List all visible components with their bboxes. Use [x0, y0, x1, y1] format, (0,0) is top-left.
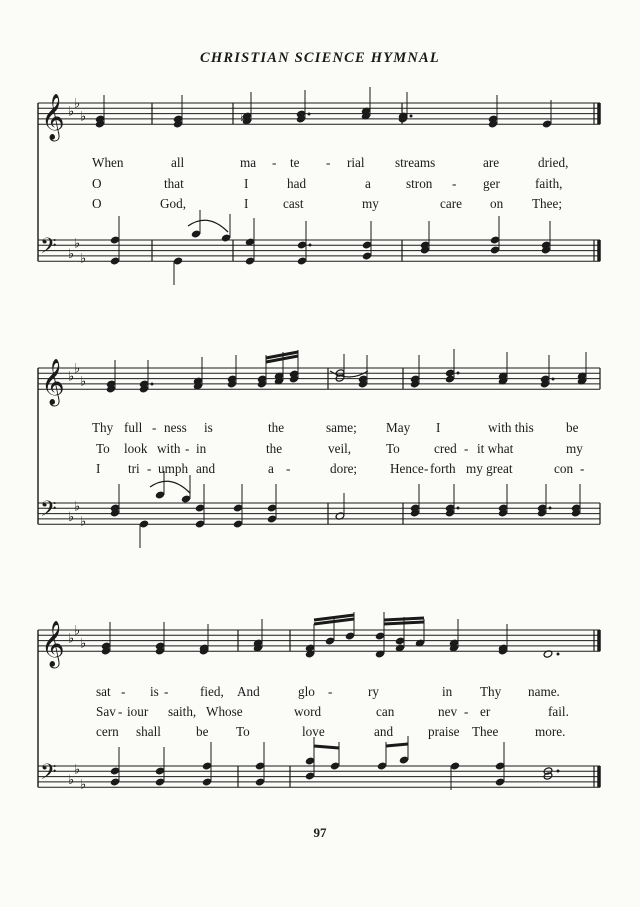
syllable: God,: [160, 196, 187, 211]
syllable: con: [554, 461, 574, 476]
syllable: I: [96, 461, 101, 476]
syllable: Whose: [206, 704, 243, 719]
syllable: cern: [96, 724, 119, 739]
syllable: the: [266, 441, 283, 456]
flat-sign: ♭: [80, 109, 87, 125]
notehead: [110, 257, 120, 265]
bass-clef: 𝄢: [40, 759, 57, 790]
syllable: O: [92, 196, 102, 211]
syllable: And: [237, 684, 260, 699]
syllable: is: [204, 420, 213, 435]
notehead: [542, 120, 552, 128]
notehead: [445, 375, 455, 383]
dot: [308, 113, 311, 116]
notehead: [362, 252, 372, 260]
notehead: [297, 241, 307, 249]
syllable: Thy: [480, 684, 502, 699]
notehead: [362, 241, 372, 249]
syllable: To: [236, 724, 250, 739]
syllable: look: [124, 441, 148, 456]
syllable: Thee: [472, 724, 499, 739]
flat-sign: ♭: [74, 361, 81, 377]
bass-clef: 𝄢: [40, 233, 57, 264]
notehead: [305, 757, 315, 765]
notehead: [255, 762, 265, 770]
syllable: that: [164, 176, 184, 191]
syllable: To: [96, 441, 110, 456]
notehead: [155, 491, 165, 499]
natural-sign: ♮: [240, 112, 245, 126]
notehead: [195, 504, 205, 512]
syllable: te: [290, 155, 300, 170]
dot: [552, 378, 555, 381]
dot: [457, 507, 460, 510]
syllable: care: [440, 196, 462, 211]
syllable: a: [268, 461, 274, 476]
beam: [384, 618, 424, 620]
hyphen: -: [326, 155, 331, 170]
syllable: ry: [368, 684, 379, 699]
syllable: in: [442, 684, 453, 699]
notehead: [139, 520, 149, 528]
flat-sign: ♭: [68, 369, 75, 385]
notehead: [110, 767, 120, 775]
notehead: [297, 257, 307, 265]
syllable: in: [196, 441, 207, 456]
syllable: is: [150, 684, 159, 699]
flat-sign: ♭: [68, 104, 75, 120]
notehead: [490, 246, 500, 254]
notehead: [233, 504, 243, 512]
syllable: Hence: [390, 461, 424, 476]
syllable: it what: [477, 441, 514, 456]
flat-sign: ♭: [74, 762, 81, 778]
syllable: er: [480, 704, 491, 719]
hyphen: -: [464, 704, 469, 719]
notehead: [191, 230, 201, 238]
notehead: [155, 778, 165, 786]
syllable: ma: [240, 155, 257, 170]
notehead: [155, 767, 165, 775]
hyphen: -: [272, 155, 277, 170]
syllable: my: [566, 441, 583, 456]
syllable: had: [287, 176, 307, 191]
flat-sign: ♭: [68, 631, 75, 647]
syllable: rial: [347, 155, 365, 170]
notehead: [181, 495, 191, 503]
syllable: name.: [528, 684, 560, 699]
syllable: fail.: [548, 704, 569, 719]
hyphen: -: [121, 684, 126, 699]
syllable: iour: [127, 704, 149, 719]
syllable: To: [386, 441, 400, 456]
flat-sign: ♭: [80, 251, 87, 267]
dot: [557, 653, 560, 656]
syllable: be: [196, 724, 209, 739]
bass-clef: 𝄢: [40, 496, 57, 527]
syllable: on: [490, 196, 504, 211]
hyphen: -: [286, 461, 291, 476]
notehead: [490, 236, 500, 244]
page-header: CHRISTIAN SCIENCE HYMNAL: [200, 50, 440, 66]
notehead: [267, 504, 277, 512]
treble-clef: 𝄞: [41, 94, 65, 141]
beam: [386, 744, 408, 746]
syllable: veil,: [328, 441, 352, 456]
hyphen: -: [328, 684, 333, 699]
syllable: same;: [326, 420, 357, 435]
beam: [314, 746, 339, 748]
syllable: fied,: [200, 684, 224, 699]
syllable: with this: [488, 420, 534, 435]
syllable: can: [376, 704, 395, 719]
hyphen: -: [118, 704, 123, 719]
notehead: [495, 762, 505, 770]
syllable: nev: [438, 704, 458, 719]
hyphen: -: [464, 441, 469, 456]
syllable: dried,: [538, 155, 569, 170]
syllable: and: [196, 461, 216, 476]
syllable: full: [124, 420, 143, 435]
syllable: glo: [298, 684, 315, 699]
syllable: forth: [430, 461, 456, 476]
flat-sign: ♭: [80, 514, 87, 530]
syllable: ger: [483, 176, 500, 191]
syllable: praise: [428, 724, 460, 739]
syllable: May: [386, 420, 411, 435]
syllable: dore;: [330, 461, 358, 476]
notehead: [233, 520, 243, 528]
notehead: [202, 778, 212, 786]
syllable: ness: [164, 420, 187, 435]
beam: [384, 622, 424, 624]
notehead: [202, 762, 212, 770]
syllable: the: [268, 420, 285, 435]
syllable: When: [92, 155, 124, 170]
syllable: my: [362, 196, 379, 211]
slur: [188, 220, 228, 232]
dot: [410, 115, 413, 118]
syllable: love: [302, 724, 325, 739]
syllable: Thy: [92, 420, 114, 435]
syllable: word: [294, 704, 322, 719]
flat-sign: ♭: [74, 96, 81, 112]
syllable: I: [244, 176, 249, 191]
flat-sign: ♭: [74, 236, 81, 252]
syllable: shall: [136, 724, 161, 739]
notehead: [345, 632, 355, 640]
notehead: [399, 756, 409, 764]
syllable: Thee;: [532, 196, 563, 211]
notehead: [255, 778, 265, 786]
syllable: cred: [434, 441, 457, 456]
dot: [151, 383, 154, 386]
syllable: my great: [466, 461, 513, 476]
flat-sign: ♭: [74, 623, 81, 639]
flat-sign: ♭: [80, 374, 87, 390]
syllable: and: [374, 724, 394, 739]
treble-clef: 𝄞: [41, 359, 65, 406]
hyphen: -: [580, 461, 585, 476]
notehead: [305, 772, 315, 780]
notehead: [221, 234, 231, 242]
flat-sign: ♭: [80, 636, 87, 652]
notehead: [395, 637, 405, 645]
flat-sign: ♭: [74, 499, 81, 515]
notehead: [195, 520, 205, 528]
syllable: I: [244, 196, 249, 211]
syllable: more.: [535, 724, 566, 739]
notehead: [267, 515, 277, 523]
syllable: faith,: [535, 176, 563, 191]
notehead: [325, 637, 335, 645]
syllable: sat: [96, 684, 111, 699]
hyphen: -: [147, 461, 152, 476]
syllable: with: [157, 441, 181, 456]
syllable: saith,: [168, 704, 197, 719]
flat-sign: ♭: [80, 777, 87, 793]
notehead: [377, 762, 387, 770]
treble-clef: 𝄞: [41, 621, 65, 668]
flat-sign: ♭: [68, 246, 75, 262]
syllable: streams: [395, 155, 436, 170]
syllable: O: [92, 176, 102, 191]
flat-sign: ♭: [68, 509, 75, 525]
slur: [150, 481, 190, 493]
syllable: all: [171, 155, 185, 170]
syllable: a: [365, 176, 371, 191]
syllable: are: [483, 155, 500, 170]
syllable: stron: [406, 176, 433, 191]
hyphen: -: [152, 420, 157, 435]
notehead: [110, 236, 120, 244]
hyphen: -: [185, 441, 190, 456]
notehead: [375, 632, 385, 640]
notehead: [495, 778, 505, 786]
syllable: tri: [128, 461, 140, 476]
syllable: be: [566, 420, 579, 435]
dot: [549, 507, 552, 510]
notehead: [245, 257, 255, 265]
dot: [557, 770, 560, 773]
hyphen: -: [452, 176, 457, 191]
notehead: [330, 762, 340, 770]
notehead: [110, 778, 120, 786]
flat-sign: ♭: [68, 772, 75, 788]
syllable: umph: [158, 461, 189, 476]
syllable: Sav: [96, 704, 116, 719]
notehead: [173, 257, 183, 265]
syllable: I: [436, 420, 441, 435]
dot: [309, 244, 312, 247]
page-number: 97: [313, 825, 327, 840]
hyphen: -: [424, 461, 429, 476]
hyphen: -: [164, 684, 169, 699]
syllable: cast: [283, 196, 304, 211]
notehead: [450, 762, 460, 770]
dot: [457, 372, 460, 375]
